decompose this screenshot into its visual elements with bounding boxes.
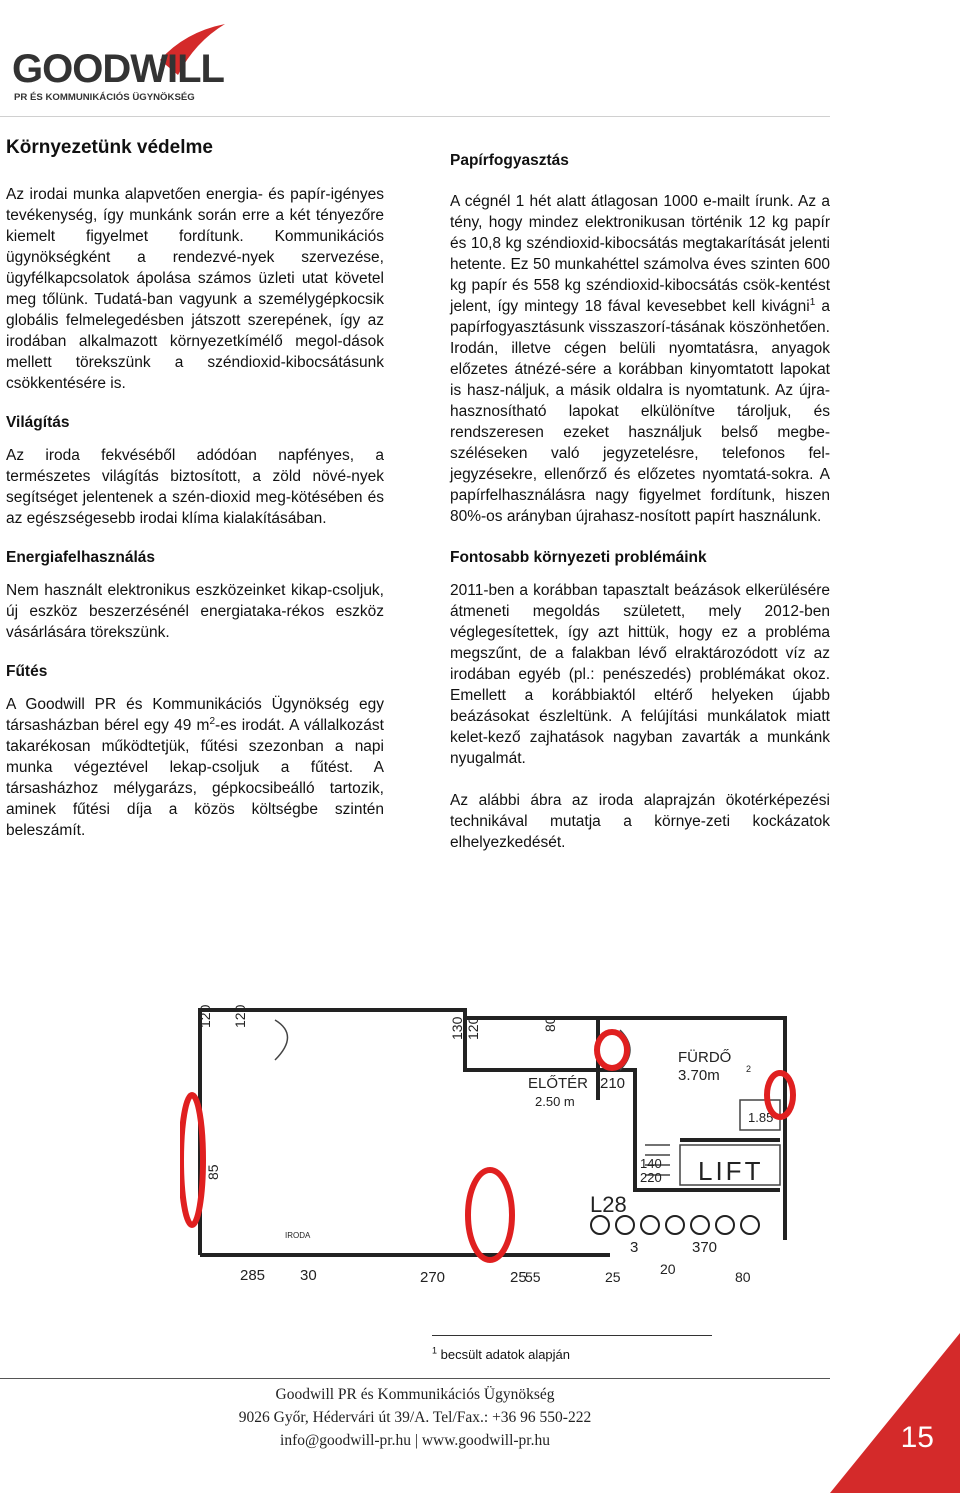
plan-dim-85: 85 bbox=[205, 1164, 221, 1180]
energy-heading: Energiafelhasználás bbox=[6, 549, 156, 566]
plan-fixture-2 bbox=[616, 1216, 634, 1234]
plan-dim-80: 80 bbox=[542, 1016, 558, 1032]
plan-room-l28: L28 bbox=[590, 1192, 627, 1217]
lighting-paragraph: Az iroda fekvéséből adódóan napfényes, a természetes világítás biztosított, a zöld növé-nyek segítséget jelentenek a szén-dioxid meg-kötésében és az egészségesebb irodai klíma kialakításában. bbox=[6, 447, 384, 527]
paper-text-start: A cégnél 1 hét alatt átlagosan 1000 e-mailt írunk. Az a tény, hogy mindez elektronikusan történik 12 kg papír és 10,8 kg széndioxid-kibocsátás megtakarítását jelenti hetente. Ez 50 munkahéttel számolva éves szinten 600 kg papír és 558 kg széndioxid-kibocsátás csök-kentést jelent, így mintegy 18 fával kevesebbet kell kivágni bbox=[450, 193, 830, 315]
heating-text-start: A Goodwill PR és Kommunikációs Ügynökség egy társasházban bérel egy 49 m bbox=[6, 696, 384, 734]
page-title: Környezetünk védelme bbox=[6, 137, 213, 158]
paper-text-end: a papírfogyasztásunk visszaszorí-tásának köszönhetően. Irodán, illetve cégen belüli nyomtatásra, anyagok előzetes átnézé-sére a korábban kinyomtatott lapokat is hasz-náljuk, a másik oldalra is nyomtatunk. Az újra-hasznosítható lapokat elkülönítve tároljuk, és rendszeresen ezeket használjuk belső megbe-széléseken való jegyzetelésre, telefonos fel-jegyzésekre, ellenőrző és előzetes nyomtatá-sokra. A papírfelhasználásra nagy figyelmet fordítunk, hiszen 80%-os arányban újrahasz-nosított papírt használunk. bbox=[450, 298, 830, 525]
paper-heading: Papírfogyasztás bbox=[450, 152, 569, 169]
footnote-ref: 1 bbox=[809, 296, 816, 308]
plan-dim-130: 130 bbox=[449, 1016, 465, 1040]
footer-company: Goodwill PR és Kommunikációs Ügynökség bbox=[275, 1386, 555, 1403]
plan-dim-25: 25 bbox=[510, 1269, 527, 1286]
plan-dim-30: 30 bbox=[300, 1267, 317, 1284]
header-rule bbox=[0, 116, 830, 117]
plan-dim-250m: 2.50 m bbox=[535, 1094, 575, 1109]
plan-dim-55: 55 bbox=[525, 1269, 541, 1285]
plan-dim-3: 3 bbox=[630, 1239, 639, 1256]
plan-dim-80b: 80 bbox=[735, 1269, 751, 1285]
plan-fixture-6 bbox=[716, 1216, 734, 1234]
plan-fixture-5 bbox=[691, 1216, 709, 1234]
heating-text-end: -es irodát. A vállalkozást takarékosan működtetjük, fűtési szezonban a napi munka végeztével lekap-csoljuk a fűtést. A társasházhoz mélygarázs, gépkocsibeálló tartozik, aminek fűtési díja a közös költségbe szintén beleszámít. bbox=[6, 717, 384, 839]
plan-dim-285: 285 bbox=[240, 1267, 266, 1284]
footer-address: 9026 Győr, Hédervári út 39/A. Tel/Fax.: +36 96 550-222 bbox=[238, 1409, 592, 1426]
plan-wall-top bbox=[200, 1010, 785, 1240]
page-number: 15 bbox=[900, 1421, 934, 1454]
plan-dim-25b: 25 bbox=[605, 1269, 621, 1285]
footnote-rule bbox=[432, 1335, 712, 1336]
logo-tagline: PR ÉS KOMMUNIKÁCIÓS ÜGYNÖKSÉG bbox=[14, 92, 195, 103]
footnote-number: 1 bbox=[432, 1345, 438, 1356]
plan-dim-sup2: 2 bbox=[746, 1064, 752, 1074]
area-superscript: 2 bbox=[209, 715, 216, 727]
plan-room-eloter: ELŐTÉR bbox=[528, 1075, 589, 1092]
paper-paragraph bbox=[450, 191, 830, 527]
problems-paragraph: 2011-ben a korábban tapasztalt beázások elkerülésére átmeneti megoldás született, mely 2012-ben véglegesítettek, így azt hittük, hogy ez a probléma megszűnt, de a falakban lévő elraktározódott víz az irodában egyéb (pl.: penészedés) problémákat okoz. Emellett a korábbiaktól eltérő helyeken újabb beázásokat észleltünk. A felújítási munkálatok miatt kelet-kező zajhatások nagyban zavarták a munkánk nyugalmát. bbox=[450, 582, 830, 767]
footnote bbox=[432, 1346, 570, 1364]
plan-dim-120b: 120 bbox=[232, 1004, 248, 1028]
lighting-heading: Világítás bbox=[6, 414, 70, 431]
plan-dim-370: 370 bbox=[692, 1239, 718, 1256]
plan-dim-370m: 3.70m bbox=[678, 1067, 720, 1084]
plan-dim-210: 210 bbox=[600, 1075, 626, 1092]
plan-door-arc-1 bbox=[275, 1020, 288, 1060]
risk-marker-hall bbox=[597, 1032, 627, 1068]
office-floor-plan bbox=[180, 990, 820, 1295]
footnote-text: becsült adatok alapján bbox=[440, 1347, 571, 1362]
left-column bbox=[6, 136, 384, 841]
plan-dim-120a: 120 bbox=[197, 1004, 213, 1028]
risk-marker-office bbox=[468, 1170, 512, 1260]
intro-paragraph: Az irodai munka alapvetően energia- és papír-igényes tevékenység, így munkánk során erre a két tényezőre kiemelt figyelmet fordítunk. Kommunikációs ügynökségként a rendezvé-nyek szervezése, ügyfélkapcsolatok ápolása számos üzleti utat követel meg tőlünk. Tudatá-ban vagyunk a személygépkocsik globális felmelegedésben játszott szerepének, így az irodában alkalmazott környezetkímélő megol-dások mellett törekszünk a széndioxid-kibocsátásunk csökkentésére is. bbox=[6, 186, 384, 392]
plan-dim-185: 1.85 bbox=[748, 1110, 774, 1125]
plan-dim-140: 140 bbox=[640, 1156, 662, 1171]
heating-heading: Fűtés bbox=[6, 663, 48, 680]
diagram-intro-paragraph: Az alábbi ábra az iroda alaprajzán ökotérképezési technikával mutatja a környe-zeti kockázatok elhelyezkedését. bbox=[450, 792, 830, 851]
energy-paragraph: Nem használt elektronikus eszközeinket kikap-csoljuk, új eszköz beszerzésénél energiataka-rékos eszköz vásárlására törekszünk. bbox=[6, 582, 384, 641]
footer-rule bbox=[0, 1378, 830, 1379]
goodwill-logo bbox=[10, 20, 250, 110]
plan-dim-120c: 120 bbox=[465, 1016, 481, 1040]
plan-dim-270: 270 bbox=[420, 1269, 446, 1286]
problems-heading: Fontosabb környezeti problémáink bbox=[450, 549, 707, 566]
logo-word: GOODWILL bbox=[12, 47, 224, 91]
plan-fixture-7 bbox=[741, 1216, 759, 1234]
page-footer bbox=[0, 1383, 830, 1452]
plan-room-lift: LIFT bbox=[698, 1156, 764, 1186]
plan-room-furdo: FÜRDŐ bbox=[678, 1049, 732, 1066]
plan-room-iroda: IRODA bbox=[285, 1231, 311, 1240]
page-corner-triangle bbox=[830, 1333, 960, 1493]
footer-contact: info@goodwill-pr.hu | www.goodwill-pr.hu bbox=[280, 1432, 550, 1449]
plan-fixture-4 bbox=[666, 1216, 684, 1234]
plan-fixture-3 bbox=[641, 1216, 659, 1234]
heating-paragraph bbox=[6, 694, 384, 841]
right-column bbox=[450, 150, 830, 853]
plan-fixture-1 bbox=[591, 1216, 609, 1234]
plan-dim-20: 20 bbox=[660, 1261, 676, 1277]
plan-dim-220: 220 bbox=[640, 1170, 662, 1185]
